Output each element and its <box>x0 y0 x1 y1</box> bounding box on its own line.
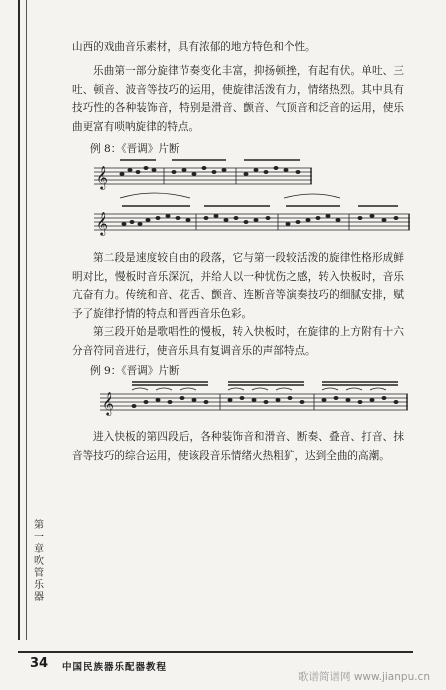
svg-text:𝄞: 𝄞 <box>96 211 108 235</box>
example-8-caption: 例 8：《晋调》片断 <box>90 143 180 155</box>
site-watermark: 歌谱简谱网 www.jianpu.cn <box>298 671 430 683</box>
left-margin-rule-inner <box>26 0 27 640</box>
page-number: 34 <box>30 656 49 671</box>
example-9-caption: 例 9：《晋调》片断 <box>90 365 180 377</box>
paragraph-section-four: 进入快板的第四段后，各种装饰音和滑音、断奏、叠音、打音、抹音等技巧的综合运用，使该段音乐情绪火热粗犷，达到全曲的高潮。 <box>72 431 404 462</box>
svg-text:𝄞: 𝄞 <box>102 391 114 415</box>
footer-rule <box>18 651 413 653</box>
paragraph-section-one: 乐曲第一部分旋律节奏变化丰富，抑扬顿挫，有起有伏。单吐、三吐、顿音、波音等技巧的运用，使旋律活泼有力，情绪热烈。其中具有技巧性的各种装饰音，特别是滑音、颤音、气顶音和泛音的运用，使乐曲更富有唢呐旋律的特点。 <box>72 65 404 133</box>
paragraph-intro-end: 山西的戏曲音乐素材，具有浓郁的地方特色和个性。 <box>72 41 316 53</box>
paragraph-section-three: 第三段开始是歌唱性的慢板，转入快板时，在旋律的上方附有十六分音符同音进行，使音乐具有复调音乐的声部特点。 <box>72 326 404 357</box>
paragraph-section-two: 第二段是速度较自由的段落，它与第一段较活泼的旋律性格形成鲜明对比，慢板时音乐深沉，并给人以一种忧伤之感，转入快板时，音乐亢奋有力。传统和音、花舌、颤音、连断音等演奏技巧的细腻安排，赋予了旋律抒情的特点和晋西音乐色彩。 <box>72 252 404 320</box>
svg-text:𝄞: 𝄞 <box>96 165 108 189</box>
left-margin-rule <box>18 0 20 640</box>
example-9-score <box>100 378 412 424</box>
book-title: 中国民族器乐配器教程 <box>62 662 168 673</box>
example-8-score <box>94 158 414 244</box>
chapter-side-label: 第一章吹管乐器 <box>34 520 44 603</box>
